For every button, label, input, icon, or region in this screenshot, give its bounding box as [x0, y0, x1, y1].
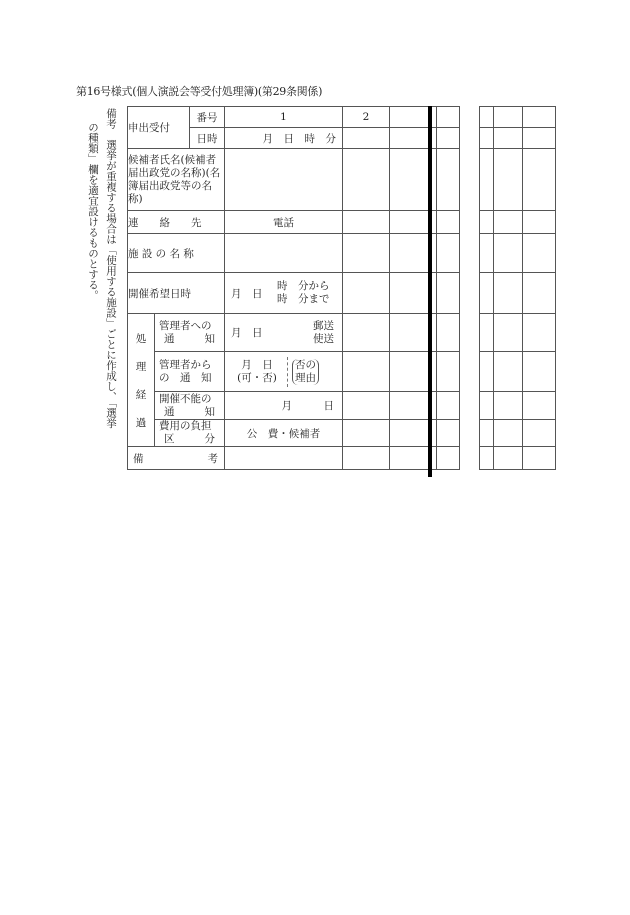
cost-char-a: 区	[164, 433, 175, 445]
schedule-value	[225, 273, 343, 314]
approve-deny-label: (可・否)	[237, 371, 277, 384]
row-remarks	[128, 447, 556, 470]
shori-char-4: 過	[135, 416, 147, 429]
by-mail-label: 郵送	[313, 319, 334, 332]
cost-label	[155, 420, 225, 447]
notice-from-manager-line2: の 通 知	[159, 371, 212, 384]
schedule-to: 時 分まで	[277, 293, 330, 305]
remarks-label	[128, 447, 225, 470]
shori-keika-label	[128, 314, 155, 447]
by-messenger-label: 使送	[313, 332, 334, 345]
shinshutsu-label: 申出受付	[128, 107, 190, 149]
shori-char-3: 経	[135, 388, 147, 401]
candidate-label: 候補者氏名(候補者届出政党の名称)(名簿届出政党等の名称)	[128, 149, 225, 211]
cannot-hold-line1: 開催不能の	[159, 392, 212, 405]
contact-label: 連 絡 先	[128, 211, 225, 234]
cost-line1: 費用の負担	[159, 420, 212, 432]
reception-form-table	[127, 106, 556, 470]
denial-reason-bracket	[292, 359, 319, 385]
row-number	[128, 107, 556, 128]
notice-from-manager-label	[155, 352, 225, 392]
bango-label: 番号	[190, 107, 225, 128]
reason-label: 理由	[295, 371, 316, 384]
cost-value: 公 費・候補者	[225, 420, 343, 447]
cannot-hold-label	[155, 392, 225, 420]
cannot-hold-date: 月 日	[225, 392, 343, 420]
schedule-label: 開催希望日時	[128, 273, 225, 314]
shori-char-1: 処	[135, 332, 147, 345]
thick-divider-bar	[428, 106, 432, 477]
notice-to-manager-label	[155, 314, 225, 352]
schedule-from: 時 分から	[277, 280, 330, 292]
form-title: 第16号様式(個人演説会等受付処理簿)(第29条関係)	[76, 85, 323, 98]
row-candidate	[128, 149, 556, 211]
notice-to-manager-char-b: 知	[204, 332, 215, 345]
shori-char-2: 理	[135, 360, 147, 373]
facility-label: 施 設 の 名 称	[128, 234, 225, 273]
nichiji-label: 日時	[190, 128, 225, 149]
cannot-hold-char-b: 知	[204, 405, 215, 418]
gap-cell	[460, 107, 480, 470]
nichiji-value: 月 日 時 分	[225, 128, 343, 149]
row-cost	[128, 420, 556, 447]
cost-char-b: 分	[204, 433, 215, 445]
schedule-date: 月 日	[231, 287, 263, 300]
notice-to-manager-line1: 管理者への	[159, 319, 212, 332]
note-line-2: の種類」欄を適宜設けるものとする。	[87, 122, 99, 301]
row-contact	[128, 211, 556, 234]
cannot-hold-char-a: 通	[164, 405, 175, 418]
notice-to-manager-value	[225, 314, 343, 352]
remarks-char-a: 備	[133, 452, 144, 465]
dashed-divider	[287, 357, 288, 387]
notice-from-manager-value	[225, 352, 343, 392]
note-line-1: 備考 選挙が重複する場合は「使用する施設」ごとに作成し、「選挙	[105, 108, 117, 429]
row-facility	[128, 234, 556, 273]
row-notice-from-manager	[128, 352, 556, 392]
phone-label: 電話	[225, 211, 343, 234]
remarks-char-b: 考	[207, 452, 218, 465]
notice-to-manager-char-a: 通	[164, 332, 175, 345]
notice-from-manager-date: 月 日	[241, 358, 273, 371]
num-1-cell: 1	[225, 107, 343, 128]
denial-label: 否の	[295, 358, 316, 371]
row-schedule	[128, 273, 556, 314]
notice-from-manager-line1: 管理者から	[159, 358, 212, 371]
num-2-cell: 2	[343, 107, 390, 128]
notice-to-manager-date: 月 日	[231, 327, 263, 339]
row-notice-to-manager	[128, 314, 556, 352]
row-datetime	[128, 128, 556, 149]
row-cannot-hold	[128, 392, 556, 420]
